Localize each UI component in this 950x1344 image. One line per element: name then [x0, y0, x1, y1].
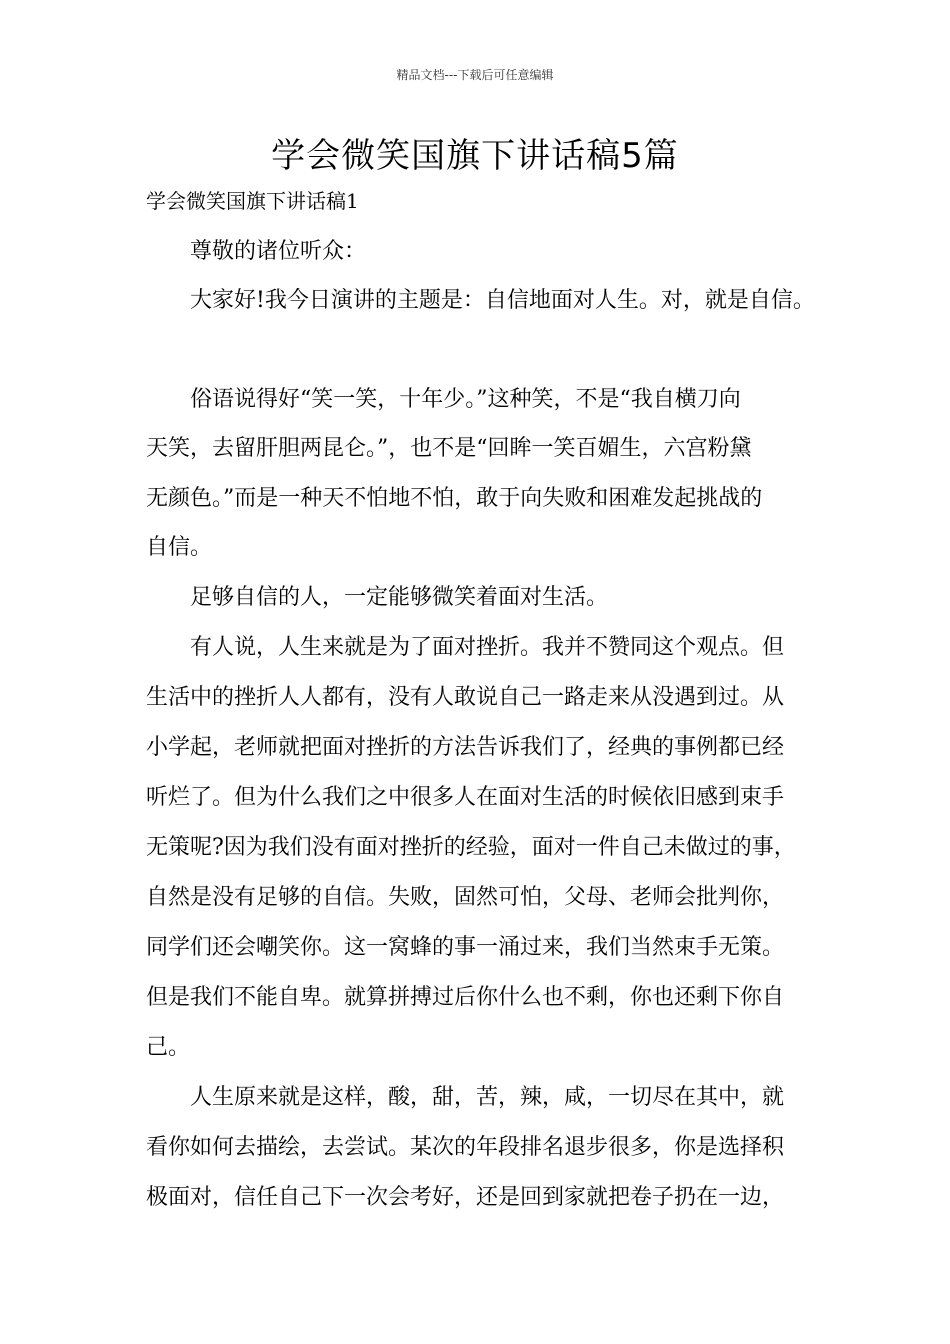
paragraph-line: 足够自信的人，一定能够微笑着面对生活。	[190, 585, 609, 610]
paragraph-line: 同学们还会嘲笑你。这一窝蜂的事一涌过来，我们当然束手无策。	[146, 935, 785, 960]
paragraph-line: 自信。	[146, 535, 213, 560]
paragraph-line: 人生原来就是这样，酸，甜，苦，辣，咸，一切尽在其中，就	[190, 1085, 785, 1110]
paragraph-line: 天笑，去留肝胆两昆仑。”，也不是“回眸一笑百媚生，六宫粉黛	[146, 436, 752, 461]
paragraph-line: 听烂了。但为什么我们之中很多人在面对生活的时候依旧感到束手	[146, 785, 785, 810]
paragraph-line: 有人说，人生来就是为了面对挫折。我并不赞同这个观点。但	[190, 635, 785, 660]
paragraph-line: 无颜色。”而是一种天不怕地不怕，敢于向失败和困难发起挑战的	[146, 486, 763, 511]
section-heading: 学会微笑国旗下讲话稿1	[146, 189, 359, 213]
document-title: 学会微笑国旗下讲话稿5篇	[271, 136, 679, 176]
paragraph-line: 己。	[146, 1035, 191, 1060]
paragraph-line: 俗语说得好“笑一笑，十年少。”这种笑，不是“我自横刀向	[190, 387, 741, 412]
paragraph-line: 极面对，信任自己下一次会考好，还是回到家就把卷子扔在一边，	[146, 1185, 785, 1210]
paragraph-line: 生活中的挫折人人都有，没有人敢说自己一路走来从没遇到过。从	[146, 685, 785, 710]
paragraph-line: 大家好!我今日演讲的主题是：自信地面对人生。对，就是自信。	[190, 288, 815, 313]
paragraph-line: 无策呢?因为我们没有面对挫折的经验，面对一件自己未做过的事，	[146, 835, 796, 860]
page-header-note: 精品文档---下载后可任意编辑	[396, 68, 554, 82]
paragraph-line: 小学起，老师就把面对挫折的方法告诉我们了，经典的事例都已经	[146, 735, 785, 760]
salutation: 尊敬的诸位听众：	[190, 239, 367, 264]
paragraph-line: 自然是没有足够的自信。失败，固然可怕，父母、老师会批判你，	[146, 885, 785, 910]
paragraph-line: 看你如何去描绘，去尝试。某次的年段排名退步很多，你是选择积	[146, 1135, 785, 1160]
paragraph-line: 但是我们不能自卑。就算拼搏过后你什么也不剩，你也还剩下你自	[146, 985, 785, 1010]
